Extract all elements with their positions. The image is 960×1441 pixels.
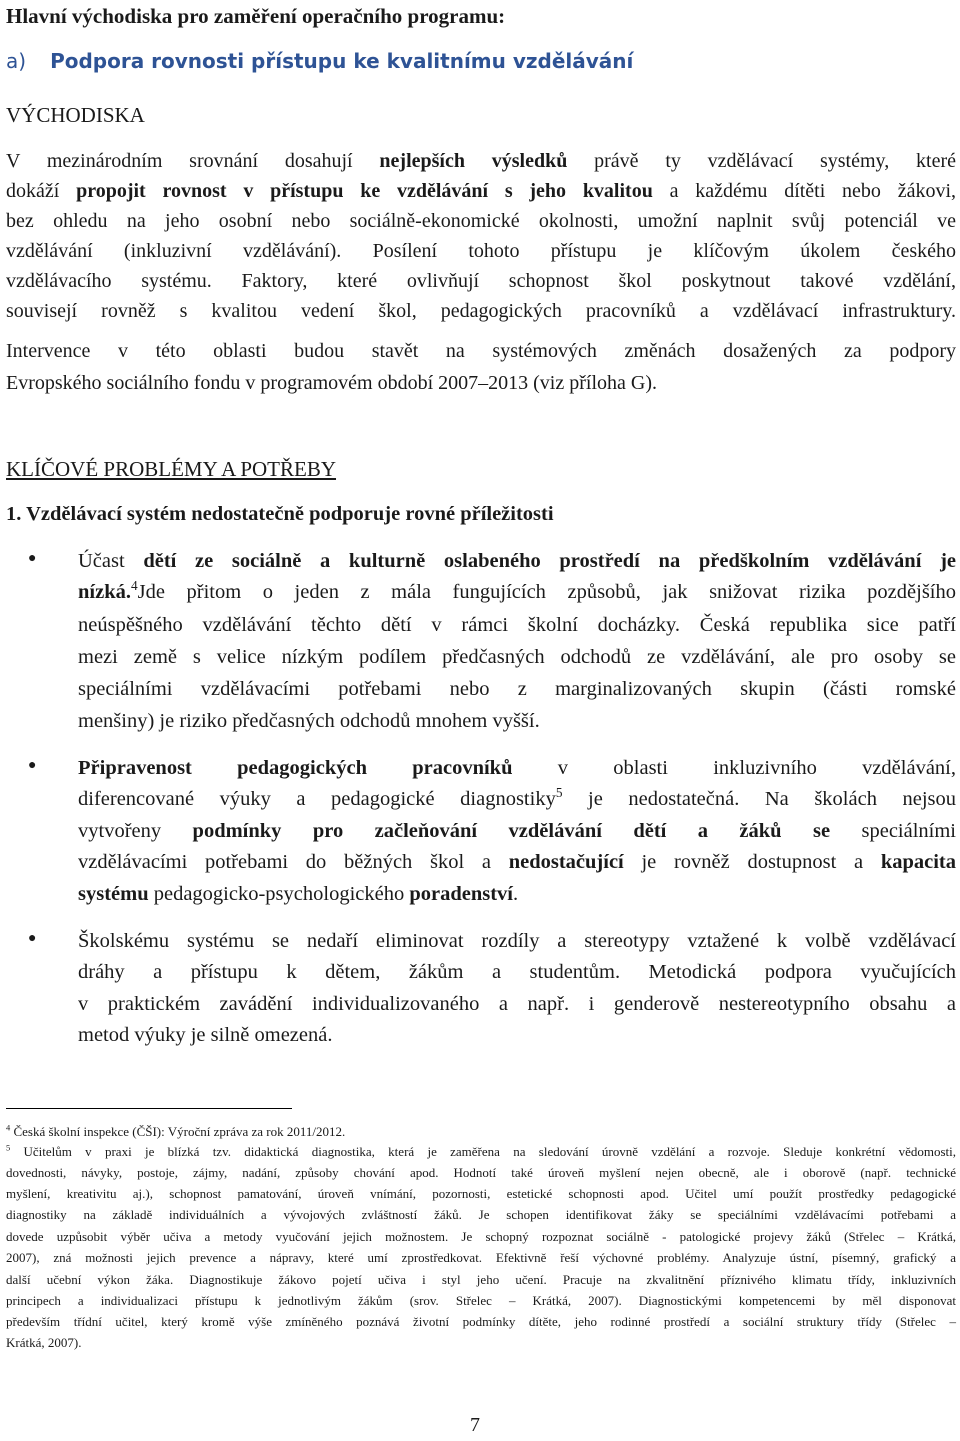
- bullet-icon: ●: [28, 931, 37, 946]
- footnote-line: dovede uzpůsobit výběr učiva a metody vyučování jejich možnostem. Je schopný rozpoznat sociálně - patologické projevy žáků (Střelec – Krátká,: [6, 1229, 956, 1244]
- bullet-line: menšiny) je riziko předčasných odchodů mnohem vyšší.: [78, 710, 540, 732]
- footnote-line: především třídní učitel, který kromě výše zmíněného poznává životní podmínky dítěte, jeho rodinné prostředí a sociální struktury třídy (Střelec –: [6, 1314, 956, 1329]
- subsection-text: Podpora rovnosti přístupu ke kvalitnímu vzdělávání: [50, 49, 634, 73]
- bullet-line: vytvořeny podmínky pro začleňování vzdělávání dětí a žáků se speciálními: [78, 820, 956, 842]
- bullet-line: systému pedagogicko-psychologického poradenství.: [78, 883, 519, 905]
- bullet-line: Připravenost pedagogických pracovníků v oblasti inkluzivního vzdělávání,: [78, 757, 956, 779]
- bullet-line: dráhy a přístupu k dětem, žákům a studentům. Metodická podpora vyučujících: [78, 961, 956, 983]
- bullet-line: diferencované výuky a pedagogické diagnostiky$^5$ je nedostatečná. Na školách nejsou: [78, 785, 956, 810]
- page-title: Hlavní východiska pro zaměření operačního programu:: [6, 4, 506, 28]
- bullet-icon: ●: [28, 758, 37, 773]
- bullet-line: Účast dětí ze sociálně a kulturně oslabeného prostředí na předškolním vzdělávání je: [78, 550, 956, 572]
- footnote-4: $^4$ Česká školní inspekce (ČŠI): Výroční zpráva za rok 2011/2012.: [6, 1122, 346, 1139]
- footnote-separator: [6, 1108, 292, 1109]
- paragraph-line: souvisejí rovněž s kvalitou vedení škol, pedagogických pracovníků a vzdělávací infrastruktury.: [6, 300, 956, 322]
- paragraph-line: bez ohledu na jeho osobní nebo sociálně-ekonomické okolnosti, umožní naplnit svůj potenciál ve: [6, 210, 956, 232]
- section-heading-vychodiska: VÝCHODISKA: [6, 103, 145, 127]
- footnote-line: myšlení, kreativitu aj.), schopnost pamatování, úroveň vnímání, pozornosti, estetické schopnosti apod. Učitel umí použít prostředky pedagogické: [6, 1186, 956, 1201]
- page-number: 7: [470, 1414, 480, 1436]
- footnote-line: diagnostiky na základě individuálních a vývojových zvláštností žáků. Je schopen identifikovat žáky se speciálními vzdělávacími potřebami a: [6, 1207, 956, 1222]
- footnote-line: Krátká, 2007).: [6, 1335, 82, 1350]
- paragraph-line: vzdělávání (inkluzivní vzdělávání). Posílení tohoto přístupu je klíčovým úkolem českého: [6, 240, 956, 262]
- bullet-line: Školskému systému se nedaří eliminovat rozdíly a stereotypy vztažené k volbě vzdělávací: [78, 930, 956, 952]
- paragraph-line: dokáží propojit rovnost v přístupu ke vzdělávání s jeho kvalitou a každému dítěti nebo žákovi,: [6, 180, 957, 202]
- section-heading-problemy: KLÍČOVÉ PROBLÉMY A POTŘEBY: [6, 457, 337, 481]
- bullet-line: v praktickém zavádění individualizovaného a např. i genderově nestereotypního obsahu a: [78, 993, 956, 1015]
- paragraph-line: V mezinárodním srovnání dosahují nejlepších výsledků právě ty vzdělávací systémy, které: [6, 150, 956, 172]
- bullet-icon: ●: [28, 551, 37, 566]
- paragraph-line: Intervence v této oblasti budou stavět na systémových změnách dosažených za podpory: [6, 340, 956, 362]
- footnote-line: dovednosti, návyky, postoje, zájmy, nadání, způsoby chování apod. Hodnotí také úroveň myšlení nejen obecně, ale i oborově (např. technické: [6, 1165, 956, 1180]
- bullet-line: nízká.$^4$Jde přitom o jeden z mála fungujících způsobů, jak snižovat rizika pozdějšího: [78, 578, 956, 603]
- bullet-line: neúspěšného vzdělávání těchto dětí v rámci školní docházky. Česká republika sice patří: [78, 614, 956, 636]
- paragraph-line: vzdělávacího systému. Faktory, které ovlivňují schopnost škol poskytnout takové vzdělání,: [6, 270, 956, 292]
- bullet-line: mezi země s velice nízkým podílem předčasných odchodů ze vzdělávání, ale pro osoby se: [78, 646, 956, 668]
- paragraph-line: Evropského sociálního fondu v programovém období 2007–2013 (viz příloha G).: [6, 372, 657, 394]
- problem-heading: 1. Vzdělávací systém nedostatečně podporuje rovné příležitosti: [6, 503, 554, 525]
- footnote-line: 2007), zná možnosti jejich prevence a nápravy, které umí zprostředkovat. Efektivně řeší výchovné problémy. Analyzuje ústní, písemný, grafický a: [6, 1250, 956, 1265]
- subsection-prefix: a): [6, 49, 27, 73]
- footnote-line: principech a individualizaci přístupu k jednotlivým žákům (srov. Střelec – Krátká, 2007). Diagnostickými kompetencemi by měl disponovat: [6, 1293, 956, 1308]
- bullet-line: metod výuky je silně omezená.: [78, 1024, 333, 1046]
- bullet-line: speciálními vzdělávacími potřebami nebo z marginalizovaných skupin (části romské: [78, 678, 956, 700]
- bullet-line: vzdělávacími potřebami do běžných škol a nedostačující je rovněž dostupnost a kapacita: [78, 851, 956, 873]
- footnote-line: další učební výkon žáka. Diagnostikuje žákovo pojetí učiva i styl jeho učení. Pracuje na zkvalitnění příznivého klimatu třídy, inkluzivních: [6, 1272, 956, 1287]
- footnote-line: $^5$ Učitelům v praxi je blízká tzv. didaktická diagnostika, která je zaměřena na sledování úrovně vzdělání a rozvoje. Sleduje konkrétní vědomosti,: [6, 1142, 956, 1159]
- subsection-title: [6, 49, 633, 73]
